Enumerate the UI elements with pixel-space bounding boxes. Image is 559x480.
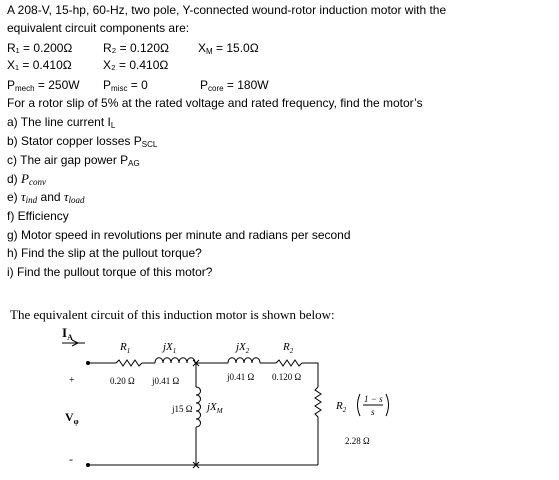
terminal-top <box>86 361 90 365</box>
load-numerator: 1 − s <box>364 394 383 404</box>
r2-value: 0.120 Ω <box>272 372 302 382</box>
x2-inductor <box>228 358 260 363</box>
problem-intro: For a rotor slip of 5% at the rated voltage and rated frequency, find the motor’s <box>7 96 423 110</box>
xm-label: $jX_M$ <box>207 401 223 415</box>
x1-value: j0.41 Ω <box>152 376 180 386</box>
question-d: d) $P_{conv}$ <box>7 171 46 187</box>
x2-label: $jX_2$ <box>236 341 250 355</box>
voltage-label: $V_\varphi$ <box>65 410 79 426</box>
x1-label: $jX_1$ <box>163 341 177 355</box>
question-a: a) The line current $I_L$ <box>7 115 116 130</box>
param-pmech: $P_{mech} = 250W$ <box>7 78 80 93</box>
xm-value: j15 Ω <box>172 404 193 414</box>
plus-sign: + <box>69 375 75 386</box>
param-r2: R₂ = 0.120Ω <box>103 41 169 55</box>
r2-label: $R_2$ <box>283 341 294 355</box>
r1-resistor <box>116 360 142 366</box>
question-i: i) Find the pullout torque of this motor? <box>7 265 213 279</box>
question-g: g) Motor speed in revolutions per minute and radians per second <box>7 228 351 242</box>
problem-line-1: A 208-V, 15-hp, 60-Hz, two pole, Y-connected wound-rotor induction motor with the <box>7 3 447 17</box>
load-value: 2.28 Ω <box>345 436 370 446</box>
param-pcore: $P_{core} = 180W$ <box>200 78 269 93</box>
xm-inductor <box>196 387 201 427</box>
param-xm: $X_M = 15.0\Omega$ <box>198 41 259 56</box>
current-label: $I_A$ <box>62 325 73 342</box>
param-pmisc: $P_{misc} = 0$ <box>103 78 148 93</box>
question-h: h) Find the slip at the pullout torque? <box>7 246 202 260</box>
param-x2: X₂ = 0.410Ω <box>103 58 169 72</box>
terminal-bottom <box>86 463 90 467</box>
param-x1: X₁ = 0.410Ω <box>7 58 72 72</box>
top-wire-right <box>302 363 318 387</box>
load-denominator: s <box>371 407 375 417</box>
load-r-label: $R_2$ <box>336 400 347 414</box>
x2-value: j0.41 Ω <box>227 372 255 382</box>
x1-inductor <box>155 358 195 363</box>
r2-resistor <box>276 360 302 366</box>
r1-label: $R_1$ <box>120 341 131 355</box>
minus-sign: - <box>69 452 73 466</box>
load-paren-right <box>386 394 389 416</box>
r1-value: 0.20 Ω <box>110 376 135 386</box>
question-b: b) Stator copper losses $P_{SCL}$ <box>7 134 158 149</box>
problem-line-2: equivalent circuit components are: <box>7 21 190 35</box>
param-r1: R₁ = 0.200Ω <box>7 41 73 55</box>
question-e: e) $\tau_{ind}$ and $\tau_{load}$ <box>7 189 85 205</box>
load-resistor <box>315 387 321 465</box>
question-f: f) Efficiency <box>7 209 69 223</box>
question-c: c) The air gap power $P_{AG}$ <box>7 153 140 168</box>
circuit-caption: The equivalent circuit of this induction motor is shown below: <box>10 307 335 322</box>
load-paren-left <box>358 394 361 416</box>
